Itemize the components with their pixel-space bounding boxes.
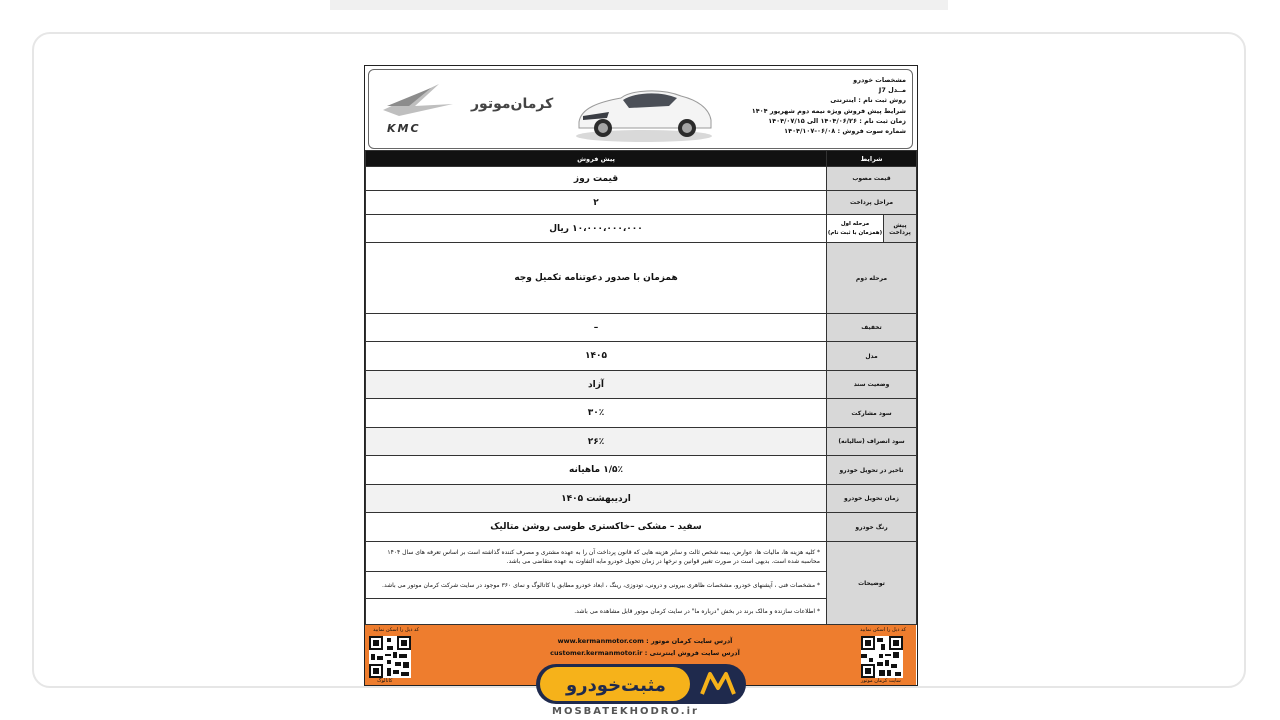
payment-stages-value: ۲ <box>366 191 827 215</box>
color-label: رنگ خودرو <box>827 513 917 542</box>
spec-line: مشخصات خودرو <box>853 76 906 84</box>
doc-status-value: آزاد <box>366 371 827 399</box>
header-conditions: شرایط <box>827 151 917 167</box>
model-label: مدل <box>827 342 917 371</box>
delivery-label: زمان تحویل خودرو <box>827 485 917 513</box>
table-row <box>366 399 917 428</box>
spec-line: روش ثبت نام : اینترنتی <box>830 96 906 105</box>
qr-left-caption: کد ذیل را اسکن نمایید <box>373 627 420 633</box>
stage2-value: همزمان با صدور دعوتنامه تکمیل وجه <box>366 243 827 314</box>
stage1-label-note: (همزمان با ثبت نام) <box>827 229 883 236</box>
delay-label: تاخیر در تحویل خودرو <box>827 456 917 485</box>
site-url[interactable]: www.kermanmotor.com <box>557 637 644 645</box>
spec-line: مــدل J7 <box>878 86 906 95</box>
car-spec-block <box>706 75 906 136</box>
price-sheet <box>364 65 918 686</box>
brand-name-fa: کرمان‌موتور <box>471 96 554 112</box>
spec-line: زمان ثبت نام : ۱۴۰۴/۰۶/۲۶ الی ۱۴۰۴/۰۷/۱۵ <box>768 116 906 125</box>
brand-name-en: KMC <box>387 122 421 135</box>
car-image-icon <box>569 78 719 144</box>
watermark-logo-text: مثبت‌خودرو <box>566 675 666 696</box>
note-item: * کلیه هزینه ها، مالیات ها، عوارض، بیمه شخص ثالث و سایر هزینه هایی که قانون پرداخت آن را به عهده مشتری و مصرف کننده گذاشته است بر اساس تعرفه های سال ۱۴۰۴ محاسبه شده است. بدیهی است در صورت تغییر قوانین و نرخها در زمان تحویل خودرو مابه التفاوت به عهده متقاضی می باشد. <box>366 542 827 572</box>
header-presale: پیش فروش <box>366 151 827 167</box>
table-row <box>366 342 917 371</box>
qr-left-label: کاتالوگ <box>377 678 393 684</box>
note-item: * مشخصات فنی ، آپشنهای خودرو، مشخصات ظاهری بیرونی و درونی، تودوزی، رینگ ، ابعاد خودرو مطابق با کاتالوگ و نمای ۳۶۰ موجود در سایت شرکت کرمان موتور می باشد. <box>366 572 827 599</box>
spec-line: شماره سوت فروش : ۰۶/۰۸-۱۴۰۴/۱۰۷ <box>784 127 906 136</box>
stage1-value: ۱۰،۰۰۰،۰۰۰،۰۰۰ ریال <box>366 215 827 243</box>
sheet-header <box>368 69 913 149</box>
stage2-label: مرحله دوم <box>827 243 917 314</box>
kmc-logo <box>379 76 554 136</box>
discount-value: – <box>366 314 827 342</box>
qr-code-site[interactable] <box>861 636 903 678</box>
table-row <box>366 371 917 399</box>
qr-code-catalog[interactable] <box>369 636 411 678</box>
spec-line: شرایط پیش فروش ویژه نیمه دوم شهریور ۱۴۰۴ <box>751 106 906 115</box>
table-header-row <box>366 151 917 167</box>
table-row <box>366 167 917 191</box>
table-row <box>366 513 917 542</box>
approved-price-label: قیمت مصوب <box>827 167 917 191</box>
sales-label: آدرس سایت فروش اینترنتی : <box>644 649 740 657</box>
note-item: * اطلاعات سازنده و مالک برند در بخش "درباره ما" در سایت کرمان موتور قابل مشاهده می باشد. <box>366 599 827 625</box>
discount-label: تخفیف <box>827 314 917 342</box>
table-row <box>366 456 917 485</box>
qr-right-label: سایت کرمان موتور <box>861 678 901 684</box>
prepayment-label: پیش پرداخت <box>884 215 917 243</box>
table-row <box>366 243 917 314</box>
payment-stages-label: مراحل پرداخت <box>827 191 917 215</box>
qr-right-caption: کد ذیل را اسکن نمایید <box>860 627 907 633</box>
model-value: ۱۴۰۵ <box>366 342 827 371</box>
delivery-value: اردیبهشت ۱۴۰۵ <box>366 485 827 513</box>
notes-label: توضیحات <box>827 542 917 625</box>
table-row <box>366 215 917 243</box>
color-value: سفید – مشکی –خاکستری طوسی روشن متالیک <box>366 513 827 542</box>
conditions-table <box>365 150 917 625</box>
delay-value: ۱/۵٪ ماهیانه <box>366 456 827 485</box>
approved-price-value: قیمت روز <box>366 167 827 191</box>
table-row <box>366 485 917 513</box>
top-strip <box>330 0 948 10</box>
participation-value: ۳۰٪ <box>366 399 827 428</box>
qr-code-icon <box>861 636 903 678</box>
table-row <box>366 314 917 342</box>
site-label: آدرس سایت کرمان موتور : <box>646 637 733 645</box>
mosbatekhodro-logo <box>536 664 746 704</box>
footer-links <box>495 635 795 659</box>
watermark-url: MOSBATEKHODRO.ir <box>552 706 699 717</box>
kmc-emblem-icon <box>379 76 459 122</box>
table-row <box>366 542 917 572</box>
sales-url[interactable]: customer.kermanmotor.ir <box>550 649 643 657</box>
cancel-label: سود انصراف (سالیانه) <box>827 428 917 456</box>
table-row <box>366 428 917 456</box>
doc-status-label: وضعیت سند <box>827 371 917 399</box>
cancel-value: ۲۶٪ <box>366 428 827 456</box>
stage1-label <box>827 215 884 243</box>
qr-code-icon <box>369 636 411 678</box>
participation-label: سود مشارکت <box>827 399 917 428</box>
table-row <box>366 191 917 215</box>
stage1-label-line: مرحله اول <box>840 220 870 227</box>
